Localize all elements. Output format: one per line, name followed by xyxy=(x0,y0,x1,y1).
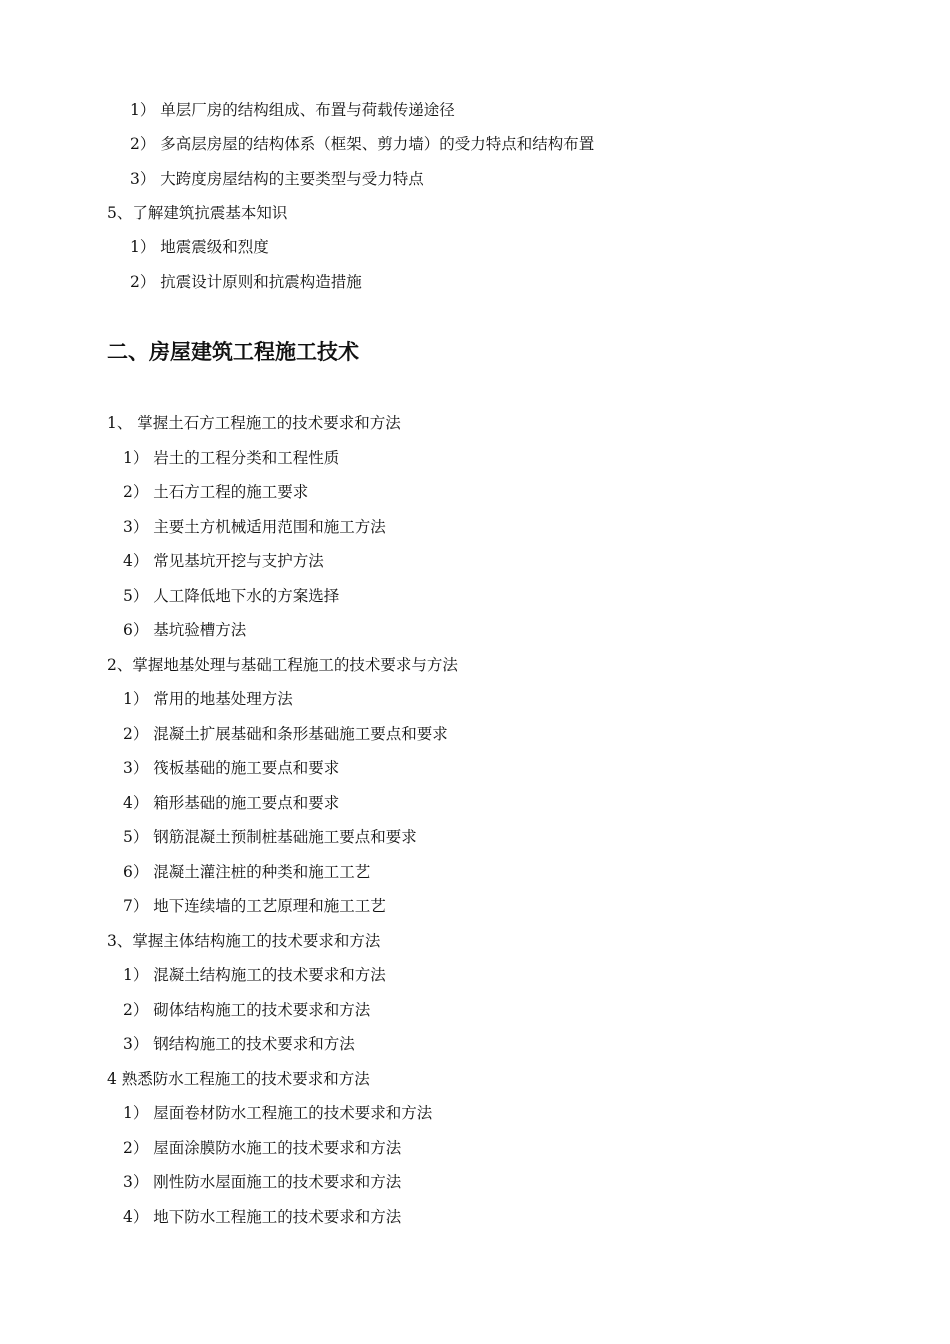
list-item: 3） 主要土方机械适用范围和施工方法 xyxy=(123,518,386,536)
list-item: 2） 屋面涂膜防水施工的技术要求和方法 xyxy=(123,1139,402,1157)
list-item: 1） 单层厂房的结构组成、布置与荷载传递途径 xyxy=(130,101,455,119)
list-item: 3） 刚性防水屋面施工的技术要求和方法 xyxy=(123,1173,402,1191)
list-item: 6） 混凝土灌注桩的种类和施工工艺 xyxy=(123,863,371,881)
list-item: 4） 箱形基础的施工要点和要求 xyxy=(123,794,340,812)
list-item: 5） 人工降低地下水的方案选择 xyxy=(123,587,340,605)
list-item: 4） 常见基坑开挖与支护方法 xyxy=(123,552,324,570)
list-item: 2） 土石方工程的施工要求 xyxy=(123,483,309,501)
list-item: 1） 常用的地基处理方法 xyxy=(123,690,293,708)
section-5-title: 5、了解建筑抗震基本知识 xyxy=(107,204,288,222)
list-item: 3） 筏板基础的施工要点和要求 xyxy=(123,759,340,777)
list-item: 3） 大跨度房屋结构的主要类型与受力特点 xyxy=(130,170,424,188)
section-2-title: 2、掌握地基处理与基础工程施工的技术要求与方法 xyxy=(107,656,458,674)
section-3-title: 3、掌握主体结构施工的技术要求和方法 xyxy=(107,932,381,950)
list-item: 6） 基坑验槽方法 xyxy=(123,621,247,639)
list-item: 5） 钢筋混凝土预制桩基础施工要点和要求 xyxy=(123,828,417,846)
list-item: 7） 地下连续墙的工艺原理和施工工艺 xyxy=(123,897,386,915)
list-item: 4） 地下防水工程施工的技术要求和方法 xyxy=(123,1208,402,1226)
list-item: 2） 多高层房屋的结构体系（框架、剪力墙）的受力特点和结构布置 xyxy=(130,135,595,153)
list-item: 2） 砌体结构施工的技术要求和方法 xyxy=(123,1001,371,1019)
list-item: 1） 岩土的工程分类和工程性质 xyxy=(123,449,340,467)
list-item: 1） 屋面卷材防水工程施工的技术要求和方法 xyxy=(123,1104,433,1122)
list-item: 1） 地震震级和烈度 xyxy=(130,238,269,256)
list-item: 1） 混凝土结构施工的技术要求和方法 xyxy=(123,966,386,984)
list-item: 2） 混凝土扩展基础和条形基础施工要点和要求 xyxy=(123,725,448,743)
chapter-heading: 二、房屋建筑工程施工技术 xyxy=(107,340,359,364)
section-1-title: 1、 掌握土石方工程施工的技术要求和方法 xyxy=(107,414,401,432)
section-4-title: 4 熟悉防水工程施工的技术要求和方法 xyxy=(107,1070,370,1088)
list-item: 3） 钢结构施工的技术要求和方法 xyxy=(123,1035,355,1053)
list-item: 2） 抗震设计原则和抗震构造措施 xyxy=(130,273,362,291)
